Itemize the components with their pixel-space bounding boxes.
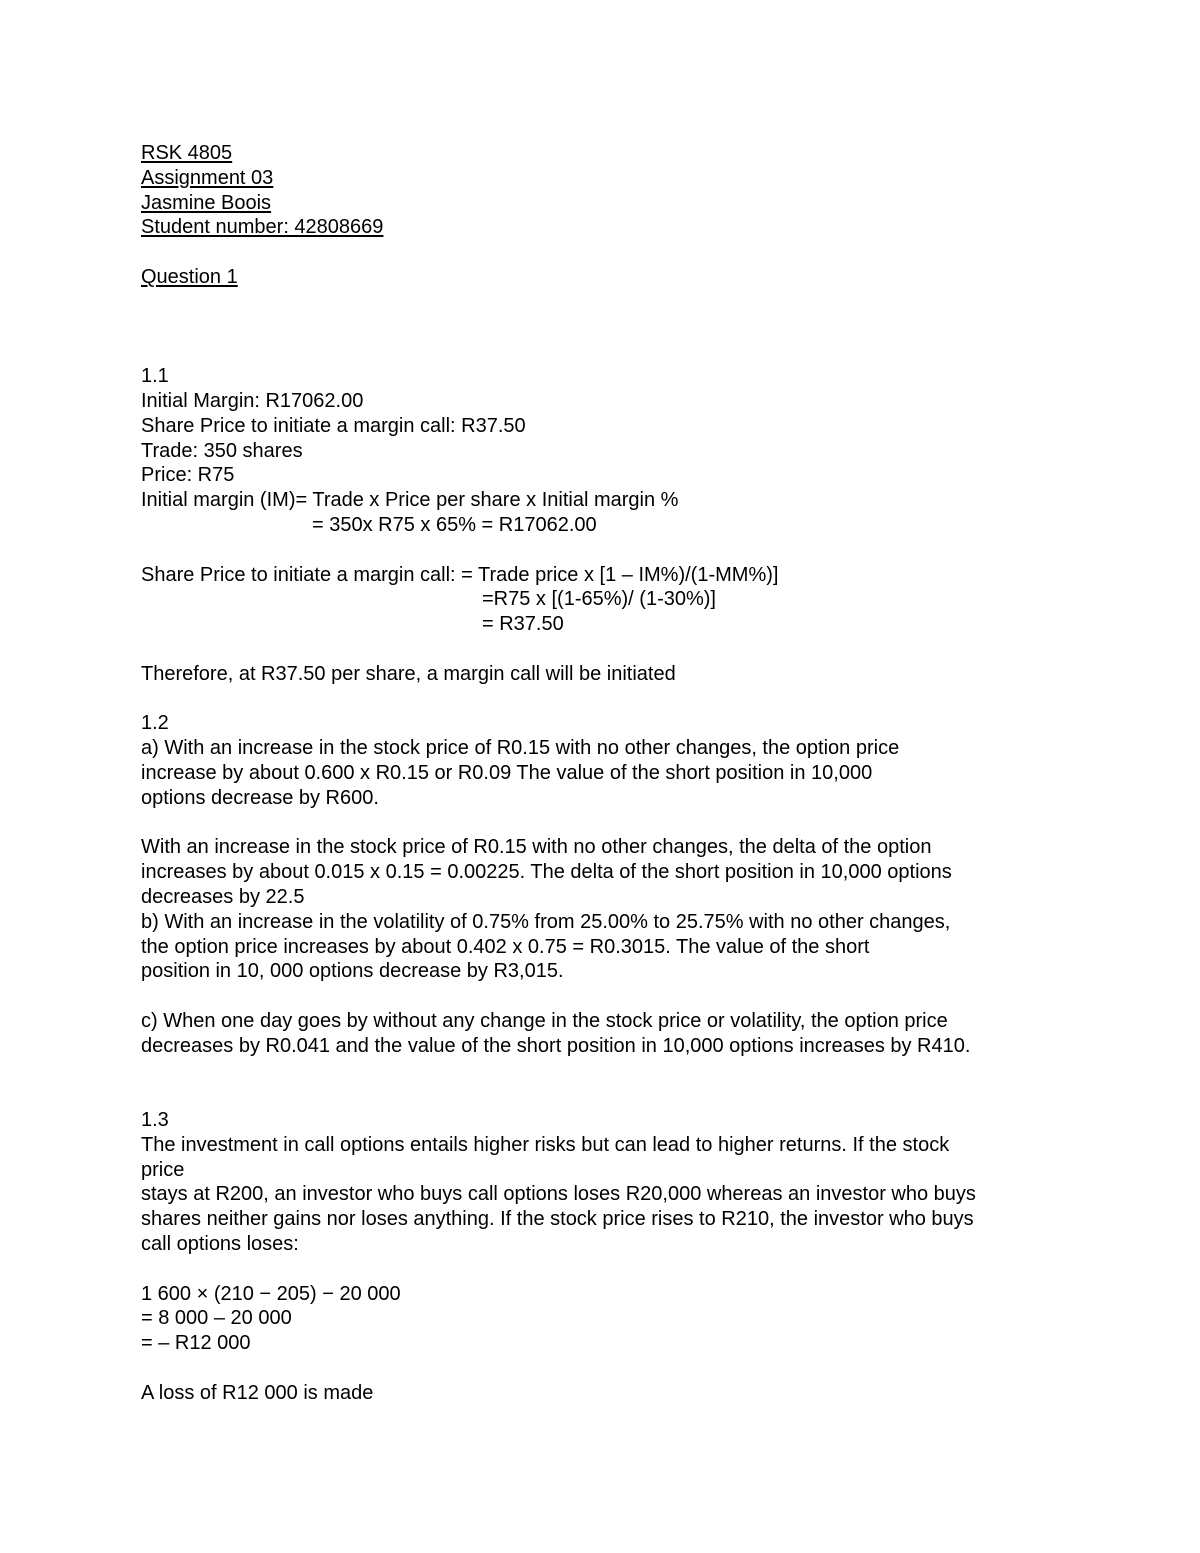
section-number-1-2: 1.2: [141, 712, 169, 735]
spacer: [141, 1083, 1081, 1108]
document-body: [141, 141, 1081, 1406]
margin-call-answer: Share Price to initiate a margin call: R37.50: [141, 414, 526, 437]
student-number: Student number: 42808669: [141, 216, 384, 239]
calculation-line-2: = 8 000 – 20 000: [141, 1307, 292, 1330]
course-code: RSK 4805: [141, 142, 233, 164]
part-c-line-1: c) When one day goes by without any change in the stock price or volatility, the option price: [141, 1009, 948, 1032]
paragraph-line-4: shares neither gains nor loses anything. If the stock price rises to R210, the investor who buys: [141, 1208, 974, 1231]
margin-call-conclusion: Therefore, at R37.50 per share, a margin call will be initiated: [141, 662, 676, 685]
assignment-title: Assignment 03: [141, 166, 274, 189]
spacer: [141, 339, 1081, 364]
trade-info: Trade: 350 shares: [141, 439, 303, 462]
margin-call-calc-1: =R75 x [(1-65%)/ (1-30%)]: [482, 588, 716, 611]
spacer: [141, 290, 1081, 315]
paragraph-line-3: stays at R200, an investor who buys call options loses R20,000 whereas an investor who buys: [141, 1183, 976, 1206]
spacer: [141, 538, 1081, 563]
part-a-line-2: increase by about 0.600 x R0.15 or R0.09 The value of the short position in 10,000: [141, 761, 873, 784]
margin-call-formula: Share Price to initiate a margin call: = Trade price x [1 – IM%)/(1-MM%)]: [141, 563, 779, 586]
part-c-line-2: decreases by R0.041 and the value of the short position in 10,000 options increases by R410.: [141, 1034, 971, 1057]
student-name: Jasmine Boois: [141, 191, 272, 214]
part-b-line-1: b) With an increase in the volatility of 0.75% from 25.00% to 25.75% with no other changes,: [141, 910, 951, 933]
part-a-line-4: With an increase in the stock price of R0.15 with no other changes, the delta of the option: [141, 836, 932, 859]
im-calculation: = 350x R75 x 65% = R17062.00: [312, 513, 597, 536]
part-b-line-3: position in 10, 000 options decrease by R3,015.: [141, 960, 564, 983]
spacer: [141, 687, 1081, 712]
spacer: [141, 637, 1081, 662]
paragraph-line-2: price: [141, 1158, 185, 1181]
part-a-line-1: a) With an increase in the stock price of R0.15 with no other changes, the option price: [141, 737, 900, 760]
margin-call-calc-2: = R37.50: [482, 613, 564, 636]
spacer: [141, 1356, 1081, 1381]
question-heading: Question 1: [141, 265, 238, 288]
part-a-line-5: increases by about 0.015 x 0.15 = 0.00225. The delta of the short position in 10,000 options: [141, 861, 952, 884]
spacer: [141, 1257, 1081, 1282]
section-number-1-1: 1.1: [141, 365, 169, 388]
paragraph-line-5: call options loses:: [141, 1233, 299, 1256]
loss-conclusion: A loss of R12 000 is made: [141, 1381, 374, 1404]
im-formula: Initial margin (IM)= Trade x Price per share x Initial margin %: [141, 489, 679, 512]
calculation-line-1: 1 600 × (210 − 205) − 20 000: [141, 1282, 401, 1305]
calculation-line-3: = – R12 000: [141, 1332, 251, 1355]
spacer: [141, 315, 1081, 340]
part-b-line-2: the option price increases by about 0.402 x 0.75 = R0.3015. The value of the short: [141, 935, 870, 958]
price-info: Price: R75: [141, 464, 235, 487]
part-a-line-3: options decrease by R600.: [141, 786, 379, 809]
spacer: [141, 1058, 1081, 1083]
section-number-1-3: 1.3: [141, 1109, 169, 1132]
part-a-line-6: decreases by 22.5: [141, 885, 305, 908]
spacer: [141, 240, 1081, 265]
paragraph-line-1: The investment in call options entails higher risks but can lead to higher returns. If the stock: [141, 1133, 950, 1156]
spacer: [141, 984, 1081, 1009]
spacer: [141, 811, 1081, 836]
initial-margin-answer: Initial Margin: R17062.00: [141, 389, 364, 412]
